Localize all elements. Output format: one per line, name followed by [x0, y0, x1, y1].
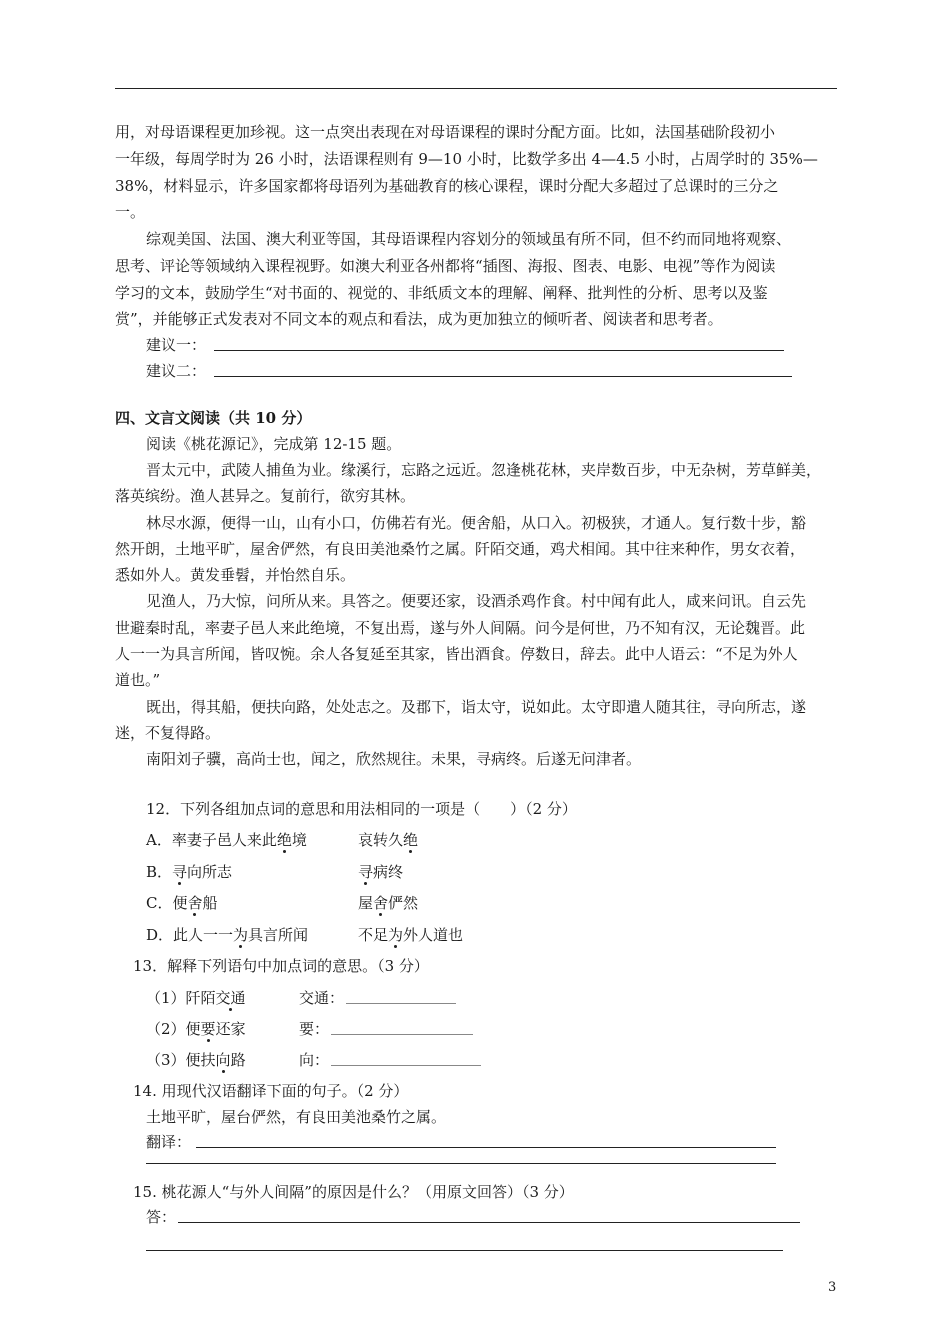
item-text: 还家	[215, 1020, 246, 1038]
q12-option-b[interactable]	[146, 861, 232, 883]
q15-answer-line-1[interactable]	[178, 1222, 800, 1223]
dotted-word: 寻	[172, 863, 188, 881]
suggestion-2-answer-line[interactable]	[214, 376, 792, 377]
passage-line: 一。	[115, 203, 146, 221]
passage-line: 赏”，并能够正式发表对不同文本的观点和看法，成为更加独立的倾听者、阅读者和思考者。	[115, 310, 723, 328]
dotted-word: 要	[200, 1020, 216, 1038]
option-text: 屋	[358, 894, 374, 912]
q13-item-2	[146, 1018, 246, 1040]
suggestion-2-label: 建议二：	[146, 362, 207, 380]
q14-answer-line-2[interactable]	[146, 1163, 776, 1164]
q12-option-a-compare	[358, 829, 418, 851]
option-text: 俨然	[388, 894, 419, 912]
q13-item-1-label: 交通：	[299, 989, 345, 1007]
item-text: 路	[230, 1051, 246, 1069]
option-text: 境	[291, 831, 307, 849]
classical-text-line: 然开朗，土地平旷，屋舍俨然，有良田美池桑竹之属。阡陌交通，鸡犬相闻。其中往来种作，男女衣着，	[115, 540, 806, 558]
page-number: 3	[828, 1280, 837, 1295]
passage-line: 38%，材料显示，许多国家都将母语列为基础教育的核心课程，课时分配大多超过了总课时的三分之	[115, 177, 779, 195]
q13-answer-3-line[interactable]	[331, 1065, 481, 1066]
q13-item-3	[146, 1049, 246, 1071]
classical-text-line: 晋太元中，武陵人捕鱼为业。缘溪行，忘路之远近。忽逢桃花林，夹岸数百步，中无杂树，芳草鲜美，	[146, 461, 822, 479]
q13-item-3-label: 向：	[299, 1051, 330, 1069]
header-rule	[115, 88, 837, 89]
classical-text-line: 见渔人，乃大惊，问所从来。具答之。便要还家，设酒杀鸡作食。村中闻有此人，咸来问讯。自云先	[146, 592, 807, 610]
option-text: A．率妻子邑人来此	[146, 831, 277, 849]
q12-option-d[interactable]	[146, 924, 308, 946]
option-text: 船	[202, 894, 218, 912]
classical-text-line: 迷，不复得路。	[115, 724, 221, 742]
passage-line: 思考、评论等领域纳入课程视野。如澳大利亚各州都将“插图、海报、图表、电影、电视”等作为阅读	[115, 257, 776, 275]
section-intro: 阅读《桃花源记》，完成第 12-15 题。	[146, 435, 402, 453]
dotted-word: 舍	[187, 894, 203, 912]
classical-text-line: 人一一为具言所闻，皆叹惋。余人各复延至其家，皆出酒食。停数日，辞去。此中人语云：“不足为外人	[115, 645, 798, 663]
dotted-word: 向	[215, 1051, 231, 1069]
question-13-stem: 13．解释下列语句中加点词的意思。（3 分）	[133, 957, 429, 975]
option-text: 向所志	[187, 863, 233, 881]
item-text: （1）阡陌	[146, 989, 216, 1007]
classical-text-line: 悉如外人。黄发垂髫，并怡然自乐。	[115, 566, 356, 584]
option-text: 病终	[373, 863, 404, 881]
q12-option-b-compare	[358, 861, 403, 883]
passage-line: 学习的文本，鼓励学生“对书面的、视觉的、非纸质文本的理解、阐释、批判性的分析、思考以及鉴	[115, 284, 768, 302]
q14-sentence: 土地平旷，屋台俨然，有良田美池桑竹之属。	[146, 1108, 447, 1126]
q12-option-c[interactable]	[146, 892, 218, 914]
dotted-word: 寻	[358, 863, 374, 881]
q15-answer-line-2[interactable]	[146, 1250, 783, 1251]
classical-text-line: 世避秦时乱，率妻子邑人来此绝境，不复出焉，遂与外人间隔。问今是何世，乃不知有汉，无论魏晋。此	[115, 619, 806, 637]
option-text: 不足	[358, 926, 389, 944]
item-text: （3）便扶	[146, 1051, 216, 1069]
dotted-word: 绝	[403, 831, 419, 849]
passage-line: 用，对母语课程更加珍视。这一点突出表现在对母语课程的课时分配方面。比如，法国基础阶段初小	[115, 123, 776, 141]
item-text: （2）便	[146, 1020, 201, 1038]
option-text: 哀转久	[358, 831, 404, 849]
option-text: 外人道也	[403, 926, 464, 944]
dotted-word: 交通	[215, 989, 246, 1007]
option-text: C．便	[146, 894, 188, 912]
q14-answer-line-1[interactable]	[196, 1147, 776, 1148]
classical-text-line: 道也。”	[115, 671, 161, 689]
q15-answer-label: 答：	[146, 1208, 177, 1226]
q12-option-c-compare	[358, 892, 418, 914]
dotted-word: 为	[233, 926, 249, 944]
classical-text-line: 南阳刘子骥，高尚士也，闻之，欣然规往。未果，寻病终。后遂无问津者。	[146, 750, 642, 768]
dotted-word: 绝	[276, 831, 292, 849]
q13-answer-2-line[interactable]	[331, 1034, 473, 1035]
q12-option-d-compare	[358, 924, 463, 946]
classical-text-line: 落英缤纷。渔人甚异之。复前行，欲穷其林。	[115, 487, 416, 505]
q14-answer-label: 翻译：	[146, 1133, 192, 1151]
passage-line: 一年级，每周学时为 26 小时，法语课程则有 9—10 小时，比数学多出 4—4.5 小时，占周学时的 35%—	[115, 150, 818, 168]
q13-item-1	[146, 987, 246, 1009]
classical-text-line: 林尽水源，便得一山，山有小口，仿佛若有光。便舍船，从口入。初极狭，才通人。复行数十步，豁	[146, 514, 807, 532]
option-text: D．此人一一	[146, 926, 234, 944]
suggestion-1-answer-line[interactable]	[214, 350, 784, 351]
dotted-word: 为	[388, 926, 404, 944]
classical-text-line: 既出，得其船，便扶向路，处处志之。及郡下，诣太守，说如此。太守即遣人随其往，寻向所志，遂	[146, 698, 807, 716]
q12-option-a[interactable]	[146, 829, 307, 851]
q13-answer-1-line[interactable]	[346, 1003, 456, 1004]
option-text: 具言所闻	[248, 926, 309, 944]
option-text: B．	[146, 863, 173, 881]
dotted-word: 舍	[373, 894, 389, 912]
q13-item-2-label: 要：	[299, 1020, 330, 1038]
suggestion-1-label: 建议一：	[146, 336, 207, 354]
question-15-stem: 15. 桃花源人“与外人间隔”的原因是什么？（用原文回答）（3 分）	[133, 1183, 574, 1201]
section-heading: 四、文言文阅读（共 10 分）	[115, 409, 312, 427]
question-12-stem: 12．下列各组加点词的意思和用法相同的一项是（ ）（2 分）	[146, 800, 577, 818]
passage-line: 综观美国、法国、澳大利亚等国，其母语课程内容划分的领域虽有所不同，但不约而同地将观察、	[146, 230, 792, 248]
question-14-stem: 14. 用现代汉语翻译下面的句子。（2 分）	[133, 1082, 409, 1100]
